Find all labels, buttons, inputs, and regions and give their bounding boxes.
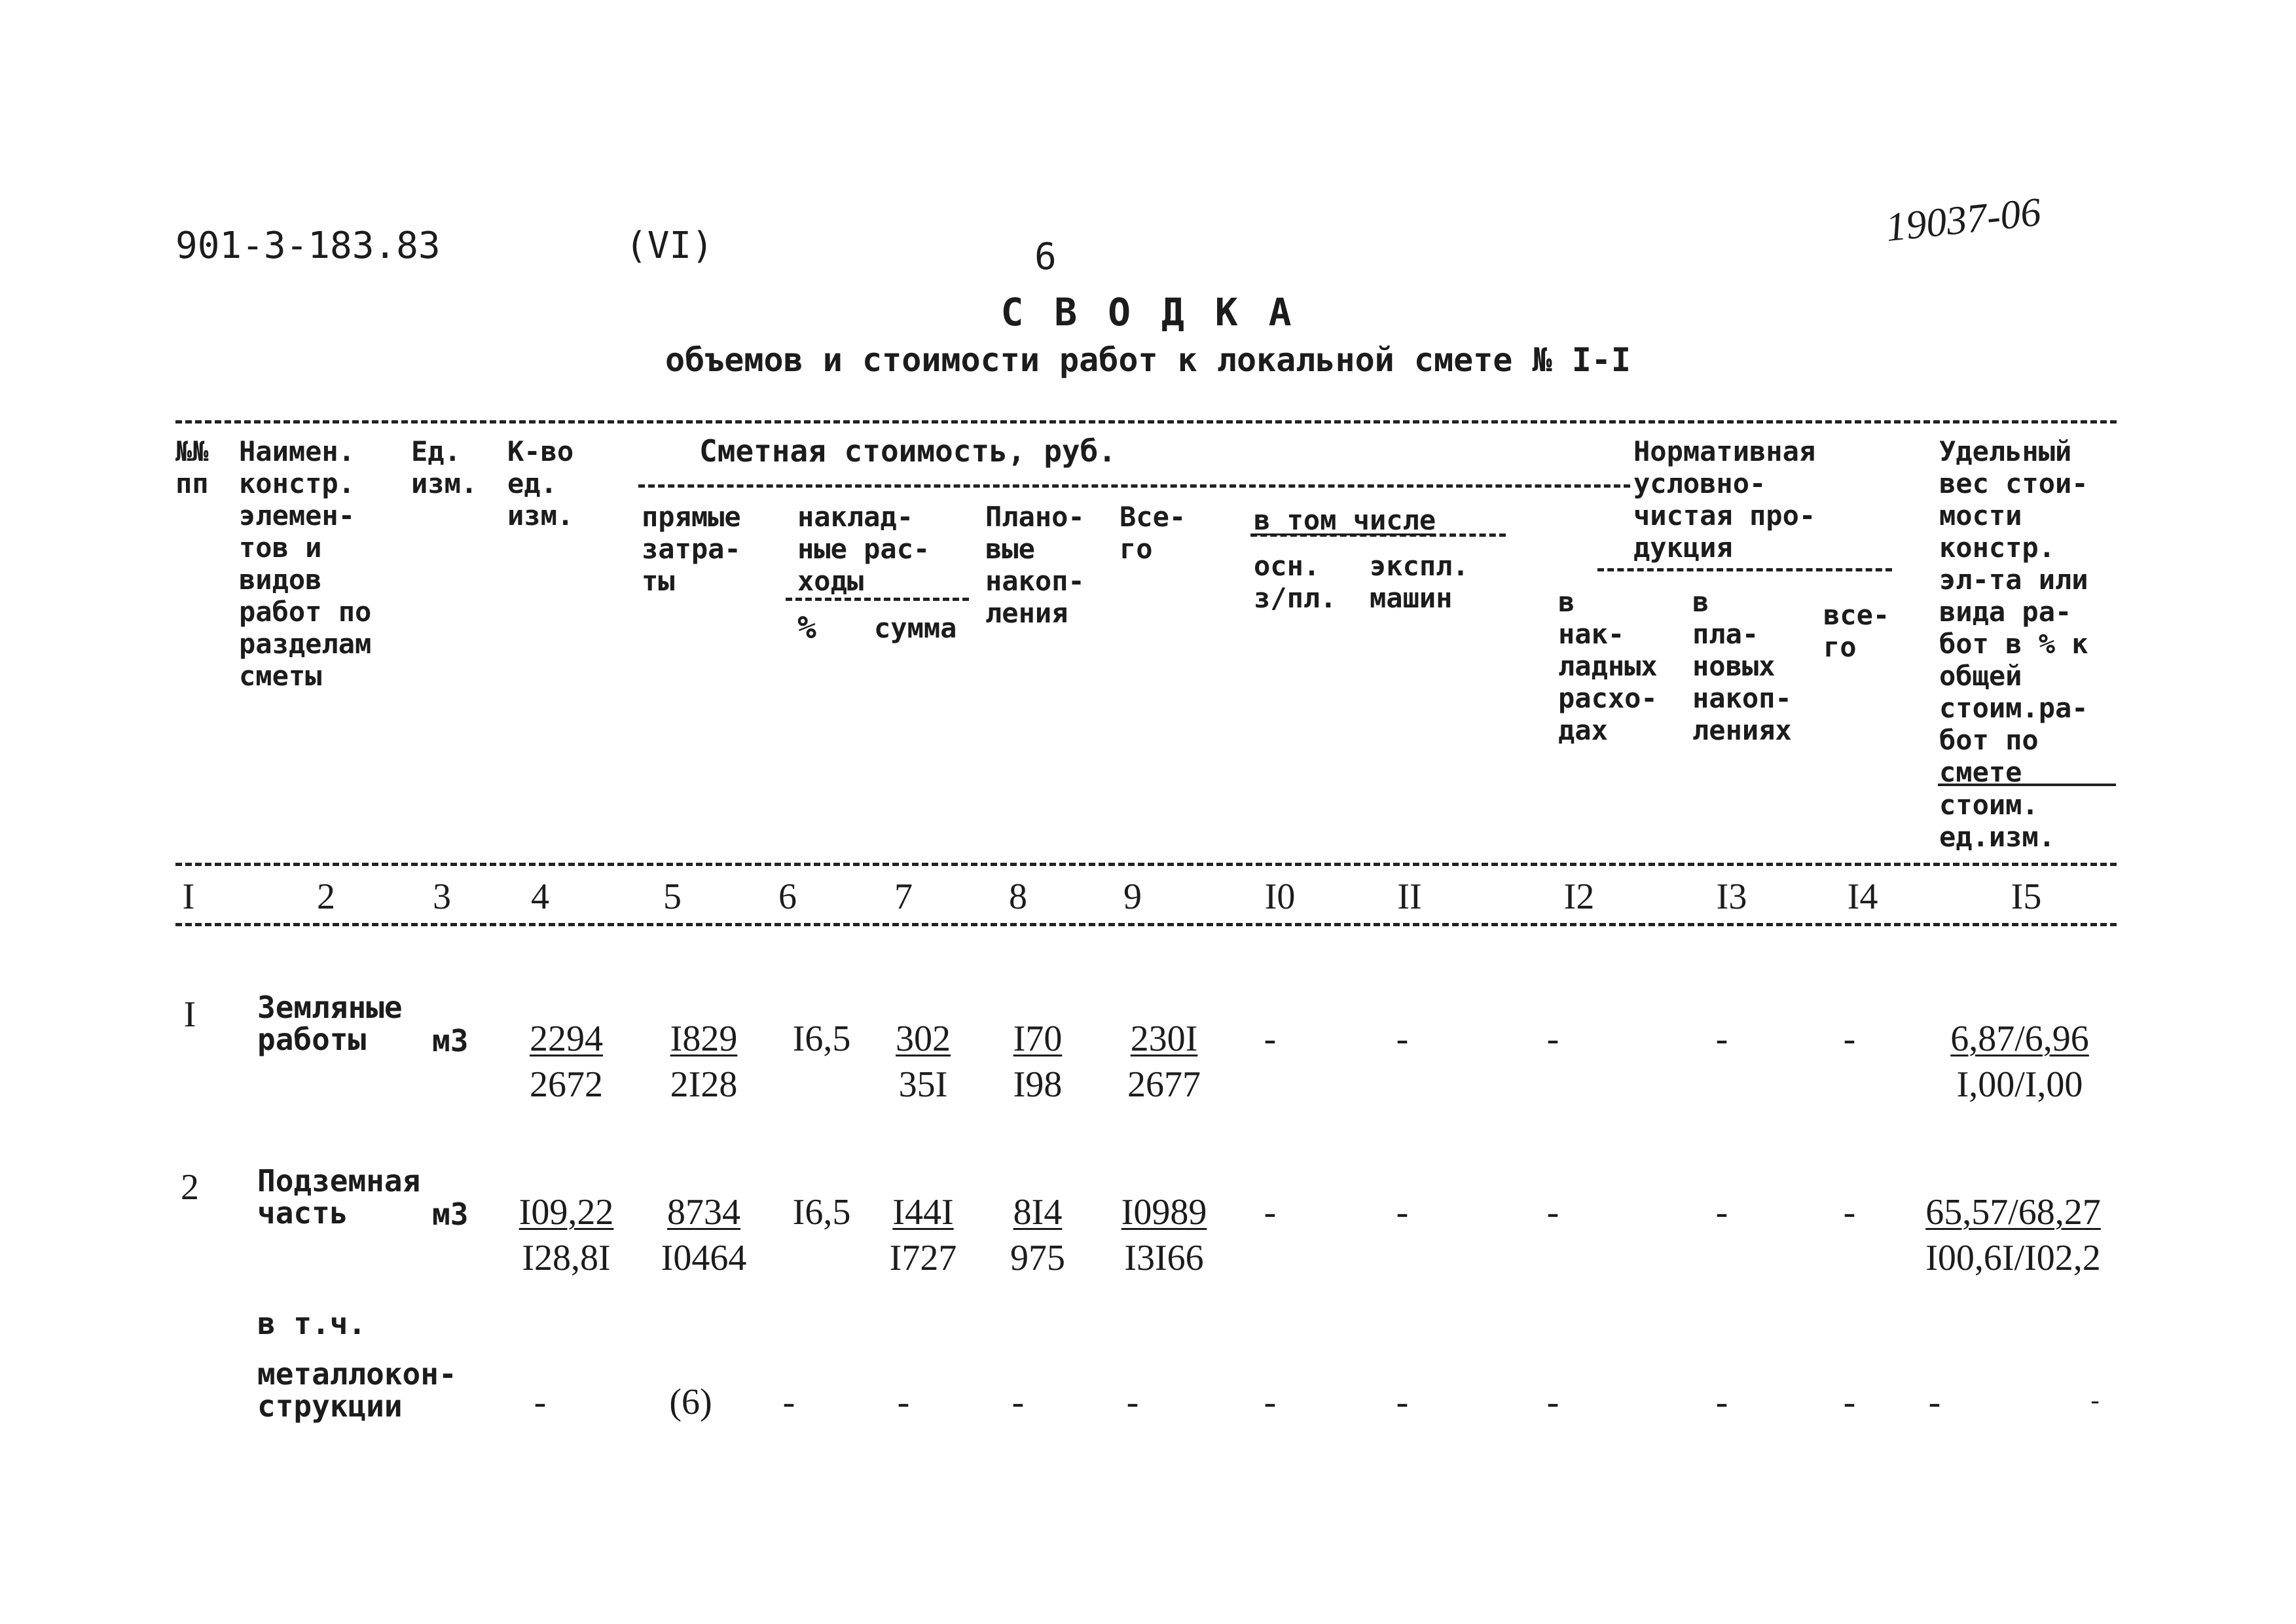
row-overhead-pct: I6,5 — [792, 1019, 851, 1059]
row-col14: - — [1843, 1192, 1856, 1233]
table-top-rule — [175, 420, 2117, 424]
column-number: 3 — [433, 876, 451, 917]
header-norm-planned: в пла- новых накоп- лениях — [1692, 586, 1792, 746]
row-col13: - — [1715, 1019, 1728, 1059]
subrow-dash: - — [1928, 1382, 1941, 1422]
row-col10: - — [1264, 1192, 1277, 1233]
column-number: I5 — [2011, 876, 2042, 917]
subrow-dash: - — [1546, 1382, 1559, 1422]
cost-group-rule — [638, 484, 1630, 488]
row-col10: - — [1264, 1019, 1277, 1059]
row-unit: м3 — [432, 1197, 469, 1232]
header-bottom-rule — [175, 863, 2117, 866]
document-title: С В О Д К А — [1000, 290, 1296, 334]
column-number: I — [182, 876, 195, 917]
row-direct-top: I829 — [670, 1019, 738, 1059]
row-col11: - — [1396, 1019, 1409, 1059]
subrow-dash: - — [1843, 1382, 1856, 1422]
page-number: 6 — [1034, 236, 1057, 278]
row-overhead-sum-top: I44I — [892, 1192, 954, 1233]
row-direct-top: 8734 — [667, 1192, 740, 1233]
header-norm-total: все- го — [1823, 599, 1890, 663]
column-number: 6 — [778, 876, 797, 917]
header-qty: К-во ед. изм. — [507, 435, 574, 532]
document-code: 901-3-183.83 — [175, 225, 441, 267]
row-col12: - — [1546, 1192, 1559, 1233]
subrow-dash: - — [1011, 1382, 1025, 1422]
column-number: I4 — [1847, 876, 1878, 917]
row-planned-bottom: 975 — [1010, 1238, 1065, 1278]
subrow-dash: - — [2090, 1385, 2100, 1415]
column-number: 9 — [1123, 876, 1142, 917]
row-direct-bottom: 2I28 — [670, 1064, 738, 1105]
subrow-dash: - — [1126, 1382, 1139, 1422]
row-total-bottom: 2677 — [1127, 1064, 1201, 1105]
row-share-top: 65,57/68,27 — [1925, 1192, 2101, 1233]
row-overhead-pct: I6,5 — [792, 1192, 851, 1233]
row-overhead-sum-bottom: 35I — [898, 1064, 948, 1105]
row-col13: - — [1715, 1192, 1728, 1233]
row-total-top: 230I — [1130, 1019, 1198, 1059]
column-number: 8 — [1009, 876, 1027, 917]
header-machines: экспл. машин — [1370, 550, 1469, 614]
row-overhead-sum-top: 302 — [896, 1019, 951, 1059]
column-number: 2 — [317, 876, 335, 917]
subrow-direct: (6) — [669, 1382, 712, 1422]
header-num: №№ пп — [175, 435, 209, 499]
header-share-unit: стоим. ед.изм. — [1939, 789, 2056, 853]
row-qty-top: 2294 — [530, 1019, 603, 1059]
norm-group-rule — [1597, 568, 1892, 571]
row-total-top: I0989 — [1121, 1192, 1207, 1233]
header-wages: осн. з/пл. — [1254, 550, 1337, 614]
row-unit: м3 — [432, 1023, 469, 1058]
column-number: I3 — [1716, 876, 1747, 917]
row-number: 2 — [181, 1167, 199, 1208]
column-number: 4 — [531, 876, 549, 917]
column-number: 5 — [663, 876, 682, 917]
archive-number: 19037-06 — [1884, 189, 2043, 251]
row-name: Земляные работы — [257, 990, 403, 1057]
row-name: Подземная часть — [257, 1163, 421, 1231]
header-norm-group: Нормативная условно- чистая про- дукция — [1633, 435, 1816, 564]
row-total-bottom: I3I66 — [1124, 1238, 1204, 1278]
column-number: I0 — [1264, 876, 1296, 917]
header-incl: в том числе — [1254, 504, 1436, 536]
row-planned-top: I70 — [1013, 1019, 1063, 1059]
column-number-rule — [175, 923, 2117, 926]
header-overhead-sum: сумма — [874, 612, 957, 644]
row-share-top: 6,87/6,96 — [1950, 1019, 2089, 1059]
row-share-bottom: I00,6I/I02,2 — [1925, 1238, 2101, 1278]
section-mark: (VI) — [625, 225, 714, 267]
header-planned: Плано- вые накоп- ления — [985, 501, 1085, 629]
subrow-dash: - — [1715, 1382, 1728, 1422]
header-share: Удельный вес стои- мости констр. эл-та или вида ра- бот в % к общей стоим.ра- бот по смете — [1939, 435, 2088, 788]
header-overhead-pct: % — [797, 609, 816, 646]
subrow-qty: - — [534, 1382, 547, 1422]
row-planned-top: 8I4 — [1013, 1192, 1063, 1233]
row-planned-bottom: I98 — [1013, 1064, 1063, 1105]
row-col12: - — [1546, 1019, 1559, 1059]
header-direct: прямые затра- ты — [642, 501, 741, 597]
row-col11: - — [1396, 1192, 1409, 1233]
subrow-dash: - — [1396, 1382, 1409, 1422]
header-total: Все- го — [1120, 501, 1186, 565]
subrow-dash: - — [897, 1382, 910, 1422]
row-overhead-sum-bottom: I727 — [889, 1238, 957, 1278]
row-share-bottom: I,00/I,00 — [1956, 1064, 2083, 1105]
column-number: 7 — [894, 876, 913, 917]
header-unit: Ед. изм. — [411, 435, 478, 499]
column-number: I2 — [1563, 876, 1595, 917]
row-col14: - — [1843, 1019, 1856, 1059]
row-qty-top: I09,22 — [519, 1192, 614, 1233]
document-subtitle: объемов и стоимости работ к локальной смете № I-I — [665, 341, 1631, 379]
header-name: Наимен. констр. элемен- тов и видов работ по разделам сметы — [239, 435, 372, 692]
header-overhead: наклад- ные рас- ходы — [797, 501, 930, 597]
subrow-label: в т.ч. — [257, 1306, 367, 1341]
row-number: I — [183, 994, 196, 1035]
subrow-dash: - — [1264, 1382, 1277, 1422]
row-direct-bottom: I0464 — [661, 1238, 747, 1278]
row-qty-bottom: I28,8I — [522, 1238, 611, 1278]
row-qty-bottom: 2672 — [530, 1064, 603, 1105]
header-norm-overhead: в нак- ладных расхо- дах — [1558, 586, 1658, 746]
header-cost-group: Сметная стоимость, руб. — [699, 433, 1116, 469]
column-number: II — [1397, 876, 1422, 917]
subrow-name: металлокон- струкции — [257, 1356, 457, 1424]
overhead-rule — [786, 598, 969, 601]
subrow-dash: - — [782, 1382, 795, 1422]
